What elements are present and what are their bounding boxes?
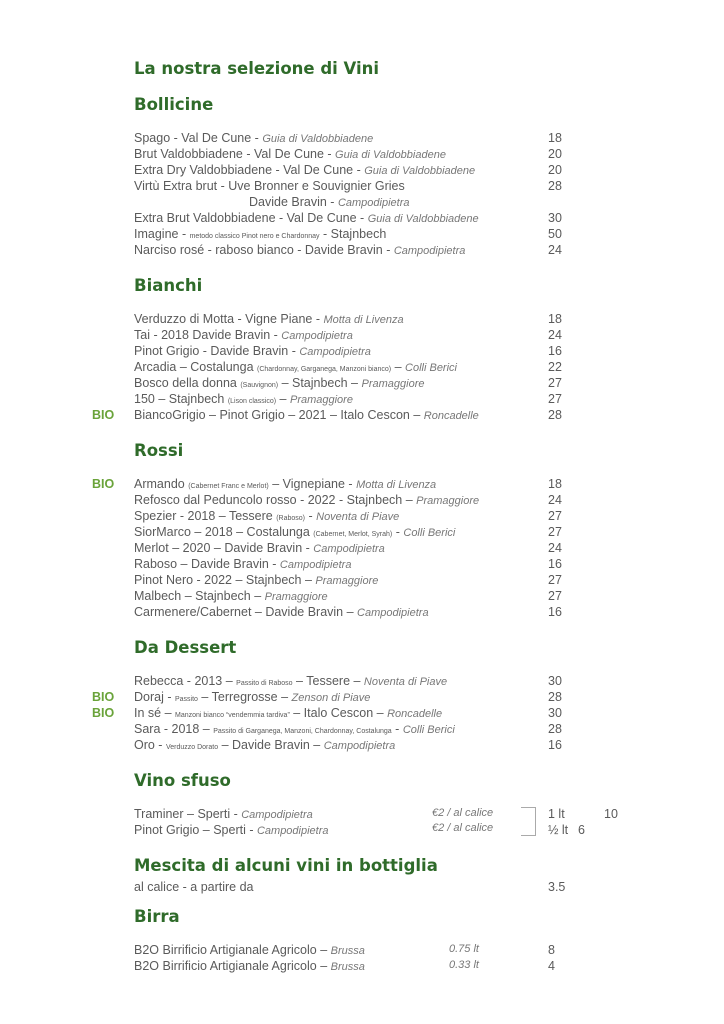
bulk-price: 10 bbox=[604, 807, 618, 821]
wine-price: 18 bbox=[548, 312, 562, 326]
wine-row: Tai - 2018 Davide Bravin - Campodipietra 24 bbox=[134, 328, 562, 342]
wine-price: 27 bbox=[548, 573, 562, 587]
wine-row: In sé – Manzoni bianco “vendemmia tardiva” – Italo Cescon – Roncadelle 30 bbox=[134, 706, 562, 720]
beer-volume: 0.75 lt bbox=[449, 943, 479, 955]
mescita-row: al calice - a partire da 3.5 bbox=[134, 880, 566, 894]
wine-row: Refosco dal Peduncolo rosso - 2022 - Stajnbech – Pramaggiore 24 bbox=[134, 493, 562, 507]
wine-price: 24 bbox=[548, 243, 562, 257]
wine-row: Pinot Grigio – Sperti - Campodipietra bbox=[134, 823, 329, 837]
wine-row: Carmenere/Cabernet – Davide Bravin – Campodipietra 16 bbox=[134, 605, 562, 619]
section-heading-dessert: Da Dessert bbox=[134, 638, 237, 657]
wine-price: 16 bbox=[548, 344, 562, 358]
bio-badge: BIO bbox=[92, 408, 115, 422]
section-heading-mescita: Mescita di alcuni vini in bottiglia bbox=[134, 856, 438, 875]
wine-price: 27 bbox=[548, 525, 562, 539]
glass-price: €2 / al calice bbox=[432, 807, 494, 819]
wine-row: Arcadia – Costalunga (Chardonnay, Garganega, Manzoni bianco) – Colli Berici 22 bbox=[134, 360, 562, 374]
wine-price: 16 bbox=[548, 605, 562, 619]
wine-price: 18 bbox=[548, 131, 562, 145]
wine-price: 27 bbox=[548, 589, 562, 603]
bio-badge: BIO bbox=[92, 477, 115, 491]
wine-row: Malbech – Stajnbech – Pramaggiore 27 bbox=[134, 589, 562, 603]
wine-price: 28 bbox=[548, 722, 562, 736]
wine-row: Spago - Val De Cune - Guia di Valdobbiadene 18 bbox=[134, 131, 562, 145]
wine-row: Armando (Cabernet Franc e Merlot) – Vignepiane - Motta di Livenza 18 bbox=[134, 477, 562, 491]
wine-row: Traminer – Sperti - Campodipietra bbox=[134, 807, 313, 821]
wine-row: Merlot – 2020 – Davide Bravin - Campodipietra 24 bbox=[134, 541, 562, 555]
wine-row: Bosco della donna (Sauvignon) – Stajnbech – Pramaggiore 27 bbox=[134, 376, 562, 390]
wine-row: Brut Valdobbiadene - Val De Cune - Guia di Valdobbiadene 20 bbox=[134, 147, 562, 161]
wine-price: 22 bbox=[548, 360, 562, 374]
section-heading-bianchi: Bianchi bbox=[134, 276, 203, 295]
bio-badge: BIO bbox=[92, 706, 115, 720]
menu-title: La nostra selezione di Vini bbox=[134, 59, 380, 78]
wine-row: Extra Brut Valdobbiadene - Val De Cune - Guia di Valdobbiadene 30 bbox=[134, 211, 562, 225]
wine-price: 28 bbox=[548, 690, 562, 704]
bracket-divider bbox=[521, 807, 536, 836]
wine-row: Doraj - Passito – Terregrosse – Zenson di Piave 28 bbox=[134, 690, 562, 704]
wine-price: 24 bbox=[548, 541, 562, 555]
section-heading-rossi: Rossi bbox=[134, 441, 184, 460]
wine-price: 27 bbox=[548, 392, 562, 406]
wine-price: 20 bbox=[548, 147, 562, 161]
wine-row: Verduzzo di Motta - Vigne Piane - Motta di Livenza 18 bbox=[134, 312, 562, 326]
section-heading-sfuso: Vino sfuso bbox=[134, 771, 231, 790]
wine-row: Extra Dry Valdobbiadene - Val De Cune - Guia di Valdobbiadene 20 bbox=[134, 163, 562, 177]
wine-price: 24 bbox=[548, 493, 562, 507]
wine-price: 20 bbox=[548, 163, 562, 177]
wine-row: Pinot Nero - 2022 – Stajnbech – Pramaggiore 27 bbox=[134, 573, 562, 587]
wine-price: 18 bbox=[548, 477, 562, 491]
section-heading-bollicine: Bollicine bbox=[134, 95, 214, 114]
wine-price: 30 bbox=[548, 706, 562, 720]
wine-price: 28 bbox=[548, 179, 562, 193]
wine-row: Davide Bravin - Campodipietra bbox=[249, 195, 410, 209]
wine-price: 27 bbox=[548, 376, 562, 390]
wine-row: Imagine - metodo classico Pinot nero e Chardonnay - Stajnbech 50 bbox=[134, 227, 562, 241]
beer-volume: 0.33 lt bbox=[449, 959, 479, 971]
wine-row: Pinot Grigio - Davide Bravin - Campodipietra 16 bbox=[134, 344, 562, 358]
glass-price: €2 / al calice bbox=[432, 822, 494, 834]
wine-row: 150 – Stajnbech (Lison classico) – Pramaggiore 27 bbox=[134, 392, 562, 406]
wine-row: SiorMarco – 2018 – Costalunga (Cabernet, Merlot, Syrah) - Colli Berici 27 bbox=[134, 525, 562, 539]
wine-price: 27 bbox=[548, 509, 562, 523]
wine-price: 16 bbox=[548, 557, 562, 571]
wine-row: BiancoGrigio – Pinot Grigio – 2021 – Italo Cescon – Roncadelle 28 bbox=[134, 408, 562, 422]
beer-row: B2O Birrificio Artigianale Agricolo – Brussa 8 bbox=[134, 943, 555, 957]
mescita-price: 3.5 bbox=[548, 880, 566, 894]
wine-row: Sara - 2018 – Passito di Garganega, Manzoni, Chardonnay, Costalunga - Colli Berici 28 bbox=[134, 722, 562, 736]
wine-row: Narciso rosé - raboso bianco - Davide Bravin - Campodipietra 24 bbox=[134, 243, 562, 257]
wine-price: 30 bbox=[548, 674, 562, 688]
section-heading-birra: Birra bbox=[134, 907, 180, 926]
wine-row: Rebecca - 2013 – Passito di Raboso – Tessere – Noventa di Piave 30 bbox=[134, 674, 562, 688]
bulk-price: 6 bbox=[578, 823, 585, 837]
wine-row: Spezier - 2018 – Tessere (Raboso) - Noventa di Piave 27 bbox=[134, 509, 562, 523]
beer-price: 4 bbox=[548, 959, 555, 973]
wine-price: 50 bbox=[548, 227, 562, 241]
wine-price: 30 bbox=[548, 211, 562, 225]
bulk-size: ½ lt bbox=[548, 823, 569, 837]
wine-price: 28 bbox=[548, 408, 562, 422]
wine-price: 16 bbox=[548, 738, 562, 752]
bulk-size: 1 lt bbox=[548, 807, 565, 821]
beer-row: B2O Birrificio Artigianale Agricolo – Brussa 4 bbox=[134, 959, 555, 973]
wine-row: Virtù Extra brut - Uve Bronner e Souvignier Gries 28 bbox=[134, 179, 562, 193]
wine-price: 24 bbox=[548, 328, 562, 342]
bio-badge: BIO bbox=[92, 690, 115, 704]
wine-row: Raboso – Davide Bravin - Campodipietra 16 bbox=[134, 557, 562, 571]
wine-row: Oro - Verduzzo Dorato – Davide Bravin – Campodipietra 16 bbox=[134, 738, 562, 752]
beer-price: 8 bbox=[548, 943, 555, 957]
